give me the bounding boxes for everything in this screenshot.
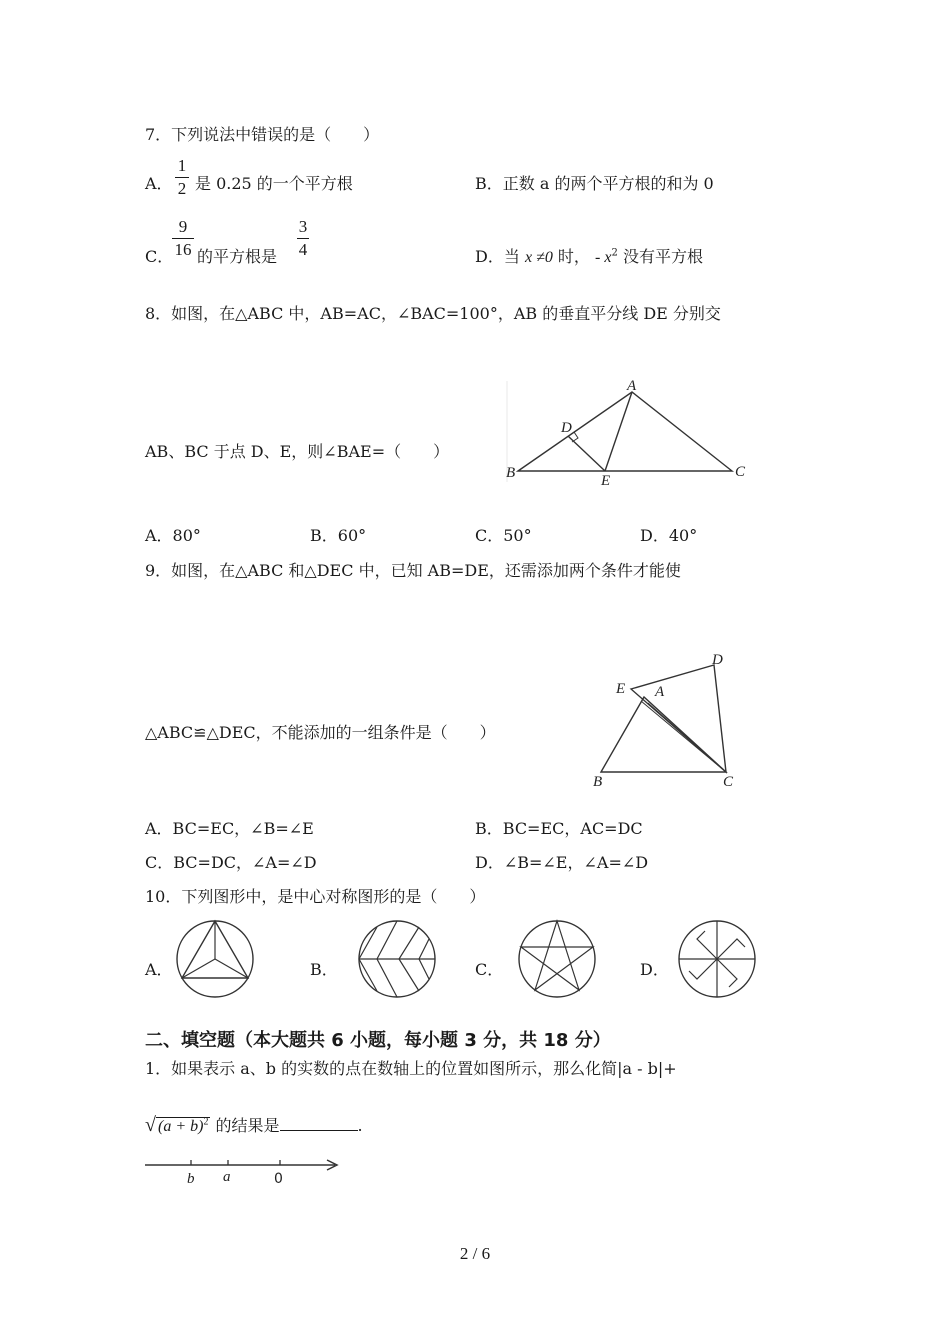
fraction-numerator: 9 <box>178 217 188 236</box>
q7-option-d-mid: 时， <box>557 247 590 266</box>
label-d: D <box>561 420 572 436</box>
q7-option-a-fraction <box>175 157 189 198</box>
q8-triangle-figure <box>500 380 760 490</box>
label-a: a <box>223 1169 231 1185</box>
q10-option-c-label: C． <box>475 960 504 979</box>
label-e: E <box>616 681 626 697</box>
pinwheel-blade <box>689 959 717 979</box>
page-number: 2 / 6 <box>459 1244 491 1263</box>
fraction-denominator: 4 <box>298 240 308 259</box>
fill1-expression <box>145 1113 363 1137</box>
q9-option-a: A．BC=EC，∠B=∠E <box>145 819 314 838</box>
label-b: B <box>593 774 603 790</box>
sqrt-icon: √ <box>145 1114 156 1136</box>
number-line-figure <box>143 1155 343 1187</box>
segment-ae <box>605 392 632 471</box>
q7-option-d-label: D．当 <box>475 247 520 266</box>
segment-overlap-2 <box>641 701 726 772</box>
circle-outline <box>519 921 595 997</box>
q7-option-a-label: A． <box>145 174 173 193</box>
label-a: A <box>655 684 665 700</box>
answer-blank[interactable] <box>280 1116 358 1131</box>
q10-stem: 10．下列图形中，是中心对称图形的是（ ） <box>145 887 486 906</box>
q7-option-d-expr2: - x <box>595 249 612 266</box>
triangle-abc <box>518 392 732 471</box>
q7-option-d-expr: x ≠0 <box>524 249 553 266</box>
fill1-tail: 的结果是 <box>215 1116 280 1135</box>
q10-option-a-label: A． <box>145 960 173 979</box>
label-e: E <box>601 473 611 489</box>
q9-triangles-figure <box>585 645 745 790</box>
fraction-denominator: 16 <box>174 240 192 259</box>
q9-option-b: B．BC=EC，AC=DC <box>475 819 643 838</box>
q7-option-c-label: C． <box>145 247 174 266</box>
q9-option-d: D．∠B=∠E，∠A=∠D <box>475 853 649 872</box>
sqrt-sup: 2 <box>203 1116 209 1128</box>
q8-option-a: A．80° <box>145 526 201 545</box>
q10-option-d-figure <box>677 919 757 999</box>
q7-option-c-fraction-2 <box>297 218 309 259</box>
q10-option-b-label: B． <box>310 960 338 979</box>
q8-stem-line2: AB、BC 于点 D、E，则∠BAE=（ ） <box>145 442 450 461</box>
sqrt-expr: (a + b) <box>157 1118 204 1135</box>
section-2-title: 二、填空题（本大题共 6 小题，每小题 3 分，共 18 分） <box>145 1030 611 1051</box>
q7-option-b: B．正数 a 的两个平方根的和为 0 <box>475 174 714 193</box>
fill1-end: . <box>357 1116 363 1135</box>
q9-stem-line2: △ABC≌△DEC，不能添加的一组条件是（ ） <box>145 723 496 742</box>
q7-option-d <box>475 244 703 267</box>
label-c: C <box>723 774 734 790</box>
triangle-abc <box>601 697 726 772</box>
pinwheel-blade <box>717 939 745 959</box>
pinwheel-blade <box>697 931 717 959</box>
label-zero: 0 <box>274 1171 283 1187</box>
q10-option-b-figure <box>357 919 437 999</box>
fraction-bar <box>172 238 194 239</box>
q10-option-c-figure <box>517 919 597 999</box>
fraction-denominator: 2 <box>177 179 187 198</box>
label-c: C <box>735 464 746 480</box>
q7-stem: 7．下列说法中错误的是（ ） <box>145 125 380 144</box>
label-b: b <box>187 1171 195 1187</box>
q7-option-c-fraction <box>172 218 194 259</box>
q8-option-d: D．40° <box>640 526 698 545</box>
fill1-stem: 1．如果表示 a、b 的实数的点在数轴上的位置如图所示，那么化简|a - b|+ <box>145 1059 677 1078</box>
q7-option-a-text: 是 0.25 的一个平方根 <box>195 174 353 193</box>
q9-stem: 9．如图，在△ABC 和△DEC 中，已知 AB=DE，还需添加两个条件才能使 <box>145 561 681 580</box>
q7-option-d-sup: 2 <box>611 247 618 259</box>
q8-stem: 8．如图，在△ABC 中，AB=AC，∠BAC=100°，AB 的垂直平分线 DE 分别交 <box>145 304 721 323</box>
q7-option-c-text: 的平方根是 <box>197 247 278 266</box>
label-b: B <box>506 465 516 481</box>
fraction-numerator: 3 <box>298 217 308 236</box>
triangle-dec <box>631 665 726 772</box>
q9-option-c: C．BC=DC，∠A=∠D <box>145 853 317 872</box>
q10-option-a-figure <box>175 919 255 999</box>
fraction-bar <box>175 177 189 178</box>
fraction-bar <box>297 238 309 239</box>
fraction-numerator: 1 <box>177 156 187 175</box>
q7-option-d-tail: 没有平方根 <box>622 247 703 266</box>
label-d: D <box>712 652 723 668</box>
pinwheel-blade <box>717 959 737 987</box>
label-a: A <box>627 380 637 394</box>
q8-option-b: B．60° <box>310 526 367 545</box>
q8-option-c: C．50° <box>475 526 532 545</box>
q10-option-d-label: D． <box>640 960 669 979</box>
sqrt-radicand <box>156 1117 210 1135</box>
